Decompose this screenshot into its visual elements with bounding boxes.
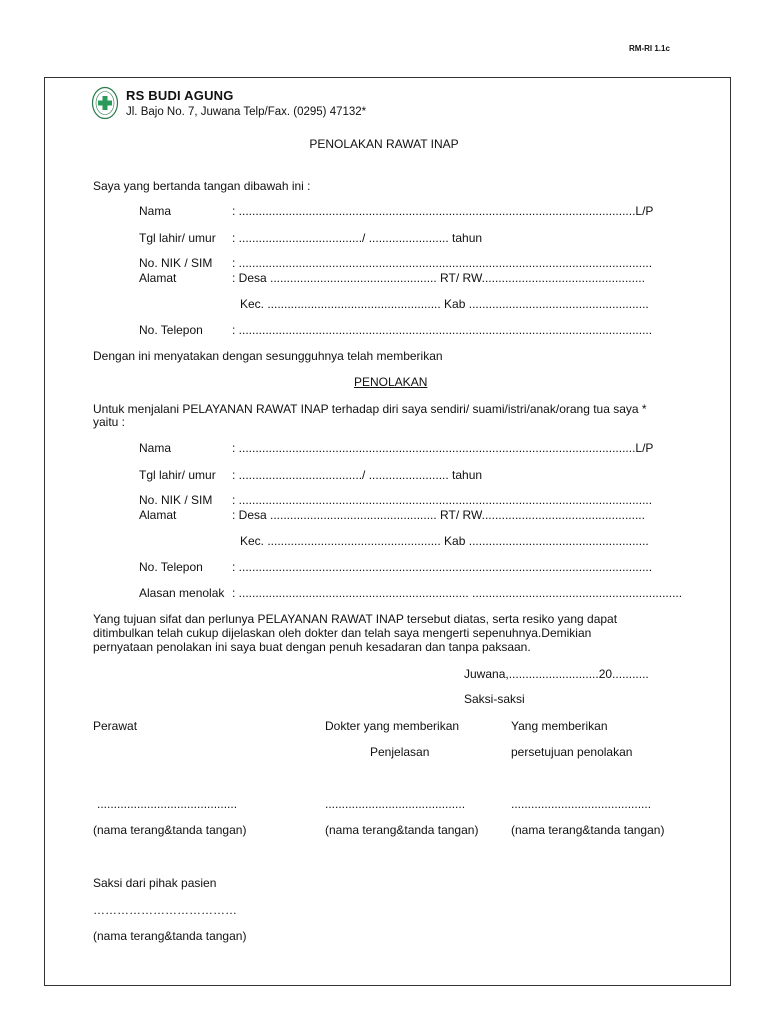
field-label-tgl: Tgl lahir/ umur <box>139 231 216 245</box>
field-label-tgl-2: Tgl lahir/ umur <box>139 468 216 482</box>
field-alasan[interactable]: : ..................................................................... ............................................................... <box>232 586 683 600</box>
field-kec-kab[interactable]: Kec. .................................................... Kab ...................................................... <box>240 297 649 311</box>
purpose-text: Untuk menjalani PELAYANAN RAWAT INAP terhadap diri saya sendiri/ suami/istri/anak/orang tua saya * <box>93 402 647 416</box>
field-telepon-2[interactable]: : ............................................................................................................................ <box>232 560 653 574</box>
field-nik[interactable]: : ............................................................................................................................ <box>232 256 653 270</box>
saksi-saksi-heading: Saksi-saksi <box>464 692 525 706</box>
field-telepon[interactable]: : ............................................................................................................................ <box>232 323 653 337</box>
closing-line-2: ditimbulkan telah cukup dijelaskan oleh dokter dan telah saya mengerti sepenuhnya.Demikian <box>93 626 592 640</box>
name-caption-perawat: (nama terang&tanda tangan) <box>93 823 247 837</box>
field-tgl-lahir[interactable]: : ...................................../ ........................ tahun <box>232 231 483 245</box>
document-code: RM-RI 1.1c <box>629 44 670 53</box>
signatory-dokter-2: Penjelasan <box>370 745 430 759</box>
closing-line-1: Yang tujuan sifat dan perlunya PELAYANAN RAWAT INAP tersebut diatas, serta resiko yang dapat <box>93 612 618 626</box>
field-label-telp: No. Telepon <box>139 323 203 337</box>
signature-line-perawat[interactable]: .......................................... <box>97 797 238 811</box>
name-caption-dokter: (nama terang&tanda tangan) <box>325 823 479 837</box>
field-nama[interactable]: : .......................................................................................................................L/P <box>232 204 654 218</box>
field-label-alamat-2: Alamat <box>139 508 177 522</box>
signatory-pemberi: Yang memberikan <box>511 719 608 733</box>
saksi-pasien-label: Saksi dari pihak pasien <box>93 876 217 890</box>
purpose-text-2: yaitu : <box>93 415 126 429</box>
signature-line-pemberi[interactable]: .......................................... <box>511 797 652 811</box>
place-date[interactable]: Juwana,...........................20........... <box>464 667 649 681</box>
signatory-dokter: Dokter yang memberikan <box>325 719 460 733</box>
intro-text: Saya yang bertanda tangan dibawah ini : <box>93 179 311 193</box>
hospital-name: RS BUDI AGUNG <box>126 88 234 103</box>
signatory-pemberi-2: persetujuan penolakan <box>511 745 633 759</box>
signatory-perawat: Perawat <box>93 719 138 733</box>
page-title: PENOLAKAN RAWAT INAP <box>309 137 459 151</box>
field-alamat-2[interactable]: : Desa .................................................. RT/ RW................................................. <box>232 508 645 522</box>
hospital-address: Jl. Bajo No. 7, Juwana Telp/Fax. (0295) 47132* <box>126 106 367 118</box>
name-caption-saksi-pasien: (nama terang&tanda tangan) <box>93 929 247 943</box>
field-nama-2[interactable]: : .......................................................................................................................L/P <box>232 441 654 455</box>
field-label-nama-2: Nama <box>139 441 172 455</box>
field-label-nik-2: No. NIK / SIM <box>139 493 213 507</box>
field-label-alasan: Alasan menolak <box>139 586 225 600</box>
signature-line-dokter[interactable]: .......................................... <box>325 797 466 811</box>
field-label-telp-2: No. Telepon <box>139 560 203 574</box>
field-nik-2[interactable]: : ............................................................................................................................ <box>232 493 653 507</box>
field-label-alamat: Alamat <box>139 271 177 285</box>
hospital-logo-icon <box>91 86 119 120</box>
signature-line-saksi-pasien[interactable]: ……………………………… <box>93 903 237 917</box>
closing-line-3: pernyataan penolakan ini saya buat dengan penuh kesadaran dan tanpa paksaan. <box>93 640 531 654</box>
penolakan-heading: PENOLAKAN <box>354 375 428 389</box>
field-tgl-lahir-2[interactable]: : ...................................../ ........................ tahun <box>232 468 483 482</box>
field-label-nik: No. NIK / SIM <box>139 256 213 270</box>
name-caption-pemberi: (nama terang&tanda tangan) <box>511 823 665 837</box>
field-label-nama: Nama <box>139 204 172 218</box>
field-kec-kab-2[interactable]: Kec. .................................................... Kab ...................................................... <box>240 534 649 548</box>
field-alamat[interactable]: : Desa .................................................. RT/ RW................................................. <box>232 271 645 285</box>
statement-text: Dengan ini menyatakan dengan sesungguhnya telah memberikan <box>93 349 443 363</box>
